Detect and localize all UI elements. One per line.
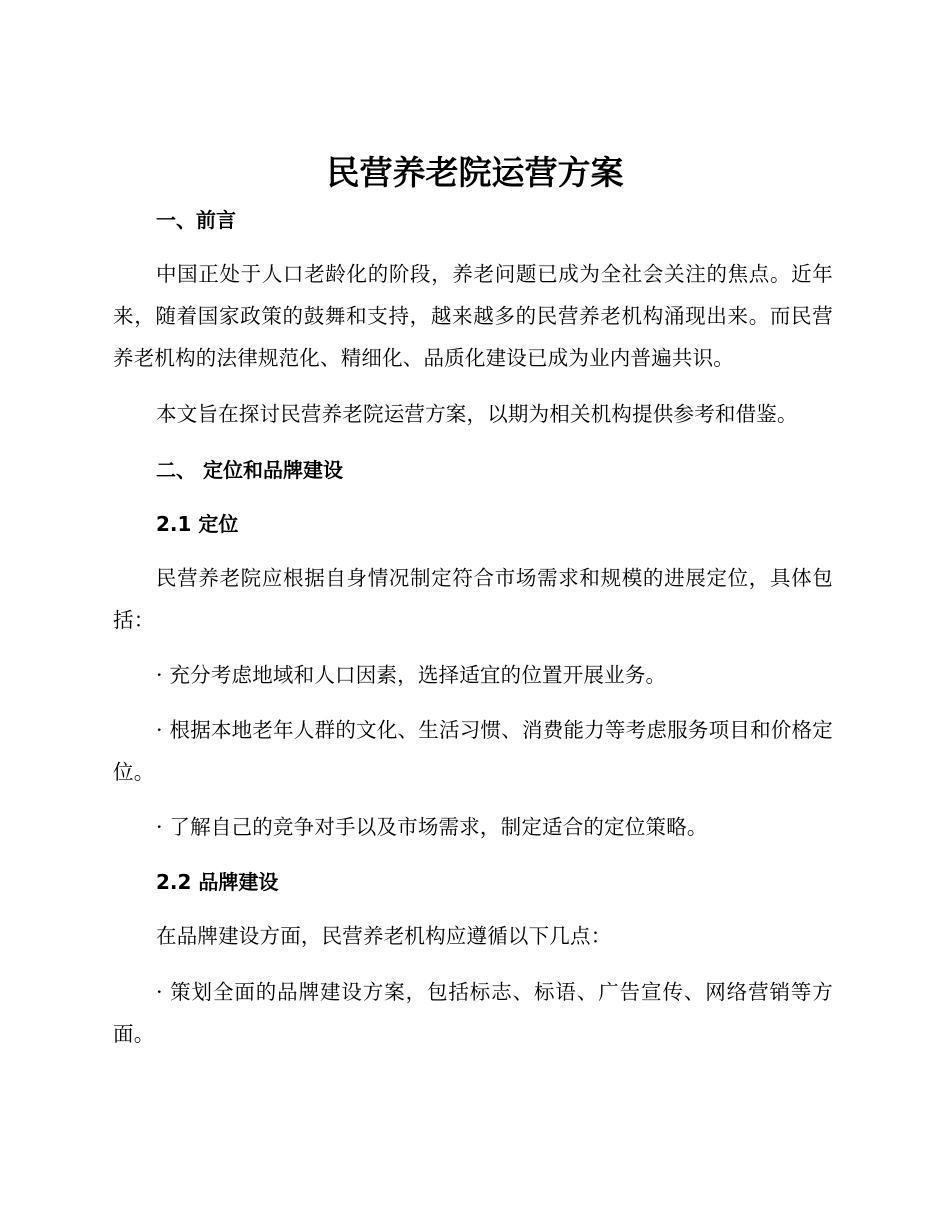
paragraph-branding-intro: 在品牌建设方面，民营养老机构应遵循以下几点： bbox=[156, 924, 612, 948]
paragraph-positioning-intro: 民营养老院应根据自身情况制定符合市场需求和规模的进展定位，具体包括： bbox=[113, 566, 833, 632]
paragraph-preface-2: 本文旨在探讨民营养老院运营方案，以期为相关机构提供参考和借鉴。 bbox=[156, 402, 798, 426]
section-heading-positioning-branding: 二、 定位和品牌建设 bbox=[156, 458, 343, 482]
list-item: · 根据本地老年人群的文化、生活习惯、消费能力等考虑服务项目和价格定位。 bbox=[113, 718, 833, 784]
section-heading-preface: 一、前言 bbox=[156, 208, 236, 232]
subsection-heading-branding: 2.2 品牌建设 bbox=[156, 870, 279, 894]
document-title: 民营养老院运营方案 bbox=[326, 153, 624, 192]
list-item: · 策划全面的品牌建设方案，包括标志、标语、广告宣传、网络营销等方面。 bbox=[113, 980, 833, 1046]
list-item: · 了解自己的竞争对手以及市场需求，制定适合的定位策略。 bbox=[156, 815, 708, 839]
paragraph-preface-1: 中国正处于人口老龄化的阶段，养老问题已成为全社会关注的焦点。近年来，随着国家政策的鼓舞和支持，越来越多的民营养老机构涌现出来。而民营养老机构的法律规范化、精细化、品质化建设已成为业内普遍共识。 bbox=[113, 262, 833, 370]
list-item: · 充分考虑地域和人口因素，选择适宜的位置开展业务。 bbox=[156, 663, 667, 687]
subsection-heading-positioning: 2.1 定位 bbox=[156, 512, 239, 536]
